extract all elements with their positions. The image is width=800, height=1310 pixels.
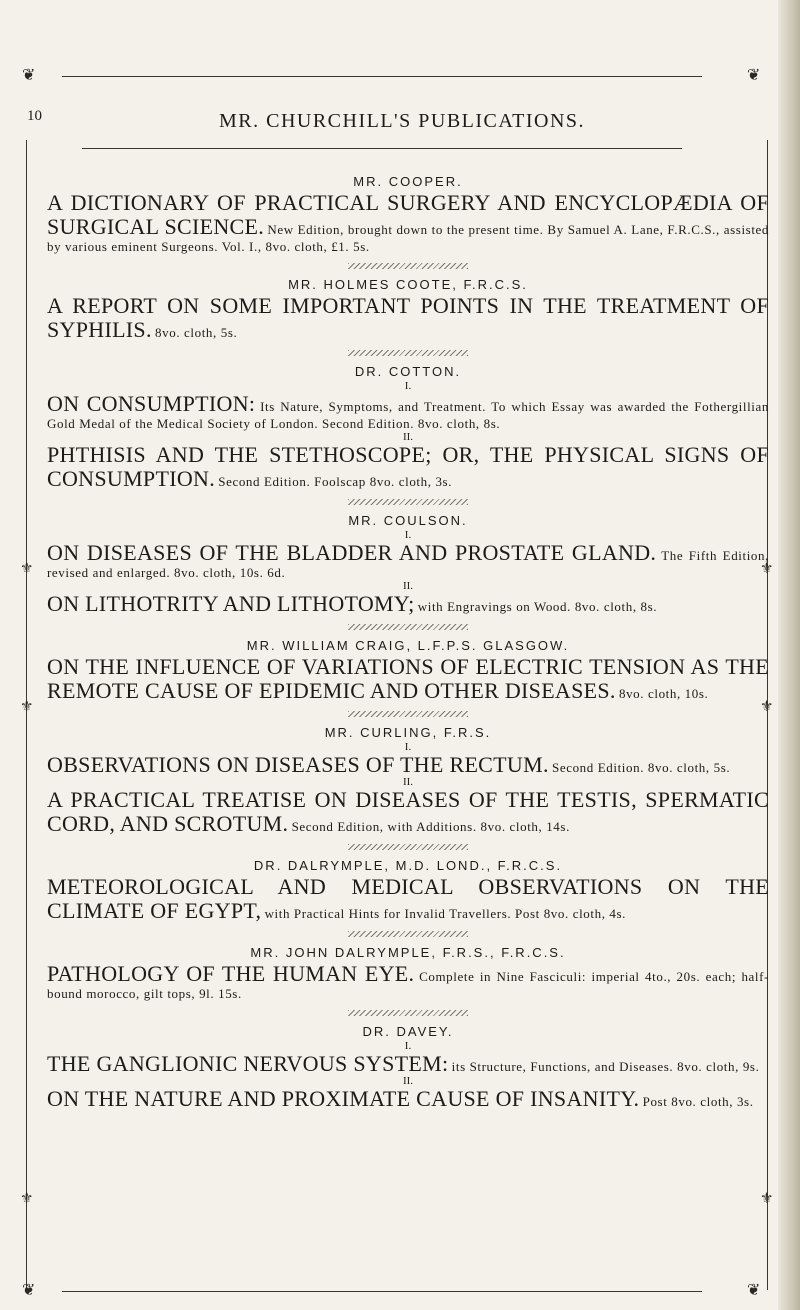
book-details: Second Edition, with Additions. 8vo. cloth, 14s. (291, 819, 570, 834)
book-entry (47, 962, 769, 1002)
fleur-icon: ⚜ (20, 1191, 34, 1207)
item-numeral: I. (404, 529, 412, 541)
book-details: Post 8vo. cloth, 3s. (642, 1094, 754, 1109)
author-name: DR. DAVEY. (362, 1024, 454, 1039)
corner-ornament-icon: ❦ (22, 67, 36, 84)
top-rule (62, 76, 702, 77)
book-entry (47, 1087, 769, 1111)
author-name: MR. COULSON. (348, 513, 468, 528)
book-title: ON CONSUMPTION: (47, 391, 256, 416)
book-entry (47, 1052, 769, 1076)
author-section (47, 624, 769, 703)
book-title: THE GANGLIONIC NERVOUS SYSTEM: (47, 1051, 449, 1076)
fleur-icon: ⚜ (20, 561, 34, 577)
item-numeral: II. (402, 1075, 414, 1087)
running-head: MR. CHURCHILL'S PUBLICATIONS. (218, 110, 586, 132)
book-entry (47, 191, 769, 255)
section-divider (348, 1010, 468, 1016)
book-title: PHTHISIS AND THE STETHOSCOPE; OR, THE PHYSICAL SIGNS OF CONSUMPTION. (47, 442, 769, 491)
page-number: 10 (27, 108, 42, 124)
author-section (47, 174, 769, 255)
book-details: with Engravings on Wood. 8vo. cloth, 8s. (417, 599, 658, 614)
book-title: ON LITHOTRITY AND LITHOTOMY; (47, 591, 415, 616)
book-title: ON THE NATURE AND PROXIMATE CAUSE OF INSANITY. (47, 1086, 640, 1111)
item-numeral: II. (402, 431, 414, 443)
book-entry (47, 392, 769, 432)
author-name: MR. COOPER. (353, 174, 463, 189)
author-name: MR. WILLIAM CRAIG, L.F.P.S. GLASGOW. (246, 638, 570, 653)
book-title: ON THE INFLUENCE OF VARIATIONS OF ELECTRIC TENSION AS THE REMOTE CAUSE OF EPIDEMIC AND OTHER DISEASES. (47, 654, 769, 703)
section-divider (348, 624, 468, 630)
section-divider (348, 711, 468, 717)
book-entry (47, 875, 769, 923)
fleur-icon: ⚜ (760, 699, 774, 715)
author-name: MR. JOHN DALRYMPLE, F.R.S., F.R.C.S. (250, 945, 566, 960)
author-name: DR. DALRYMPLE, M.D. LOND., F.R.C.S. (253, 858, 563, 873)
fleur-icon: ⚜ (760, 1191, 774, 1207)
item-numeral: I. (404, 741, 412, 753)
corner-ornament-icon: ❦ (22, 1282, 36, 1299)
book-title: A REPORT ON SOME IMPORTANT POINTS IN THE TREATMENT OF SYPHILIS. (47, 293, 769, 342)
author-section (47, 844, 769, 923)
left-border (26, 140, 27, 1290)
author-section (47, 1010, 769, 1111)
section-divider (348, 499, 468, 505)
book-title: A DICTIONARY OF PRACTICAL SURGERY AND ENCYCLOPÆDIA OF SURGICAL SCIENCE. (47, 190, 769, 239)
author-section (47, 931, 769, 1002)
book-details: with Practical Hints for Invalid Travellers. Post 8vo. cloth, 4s. (264, 906, 627, 921)
book-entry (47, 788, 769, 836)
item-numeral: II. (402, 776, 414, 788)
catalogue-list (47, 174, 769, 1111)
book-entry (47, 753, 769, 777)
book-entry (47, 443, 769, 491)
section-divider (348, 931, 468, 937)
author-section (47, 711, 769, 836)
bottom-rule (62, 1291, 702, 1292)
item-numeral: II. (402, 580, 414, 592)
author-name: MR. HOLMES COOTE, F.R.C.S. (288, 277, 528, 292)
book-entry (47, 541, 769, 581)
header-rule (82, 148, 682, 149)
book-details: Complete in Nine Fasciculi: imperial 4to., 20s. each; half-bound morocco, gilt tops, 9l. 15s. (47, 969, 769, 1001)
book-details: its Structure, Functions, and Diseases. 8vo. cloth, 9s. (451, 1059, 760, 1074)
book-title: METEOROLOGICAL AND MEDICAL OBSERVATIONS ON THE CLIMATE OF EGYPT, (47, 874, 769, 923)
page-edge (778, 0, 800, 1310)
book-details: 8vo. cloth, 5s. (155, 325, 238, 340)
book-title: A PRACTICAL TREATISE ON DISEASES OF THE TESTIS, SPERMATIC CORD, AND SCROTUM. (47, 787, 769, 836)
book-title: OBSERVATIONS ON DISEASES OF THE RECTUM. (47, 752, 549, 777)
book-details: 8vo. cloth, 10s. (618, 686, 709, 701)
page-frame (22, 0, 772, 1310)
book-details: Its Nature, Symptoms, and Treatment. To which Essay was awarded the Fothergillian Gold Medal of the Medical Society of London. Second Edition. 8vo. cloth, 8s. (47, 399, 769, 431)
book-entry (47, 655, 769, 703)
author-section (47, 263, 769, 342)
book-title: ON DISEASES OF THE BLADDER AND PROSTATE GLAND. (47, 540, 657, 565)
section-divider (348, 844, 468, 850)
corner-ornament-icon: ❦ (747, 1282, 761, 1299)
author-section (47, 499, 769, 616)
author-section (47, 350, 769, 491)
corner-ornament-icon: ❦ (747, 67, 761, 84)
book-details: Second Edition. Foolscap 8vo. cloth, 3s. (218, 474, 453, 489)
book-entry (47, 592, 769, 616)
book-details: New Edition, brought down to the present time. By Samuel A. Lane, F.R.C.S., assisted by various eminent Surgeons. Vol. I., 8vo. cloth, £1. 5s. (47, 222, 770, 254)
item-numeral: I. (404, 380, 412, 392)
author-name: MR. CURLING, F.R.S. (324, 725, 492, 740)
book-details: The Fifth Edition, revised and enlarged. 8vo. cloth, 10s. 6d. (47, 548, 769, 580)
section-divider (348, 263, 468, 269)
book-details: Second Edition. 8vo. cloth, 5s. (552, 760, 731, 775)
fleur-icon: ⚜ (760, 561, 774, 577)
book-title: PATHOLOGY OF THE HUMAN EYE. (47, 961, 415, 986)
author-name: DR. COTTON. (354, 364, 462, 379)
fleur-icon: ⚜ (20, 699, 34, 715)
item-numeral: I. (404, 1040, 412, 1052)
book-entry (47, 294, 769, 342)
section-divider (348, 350, 468, 356)
